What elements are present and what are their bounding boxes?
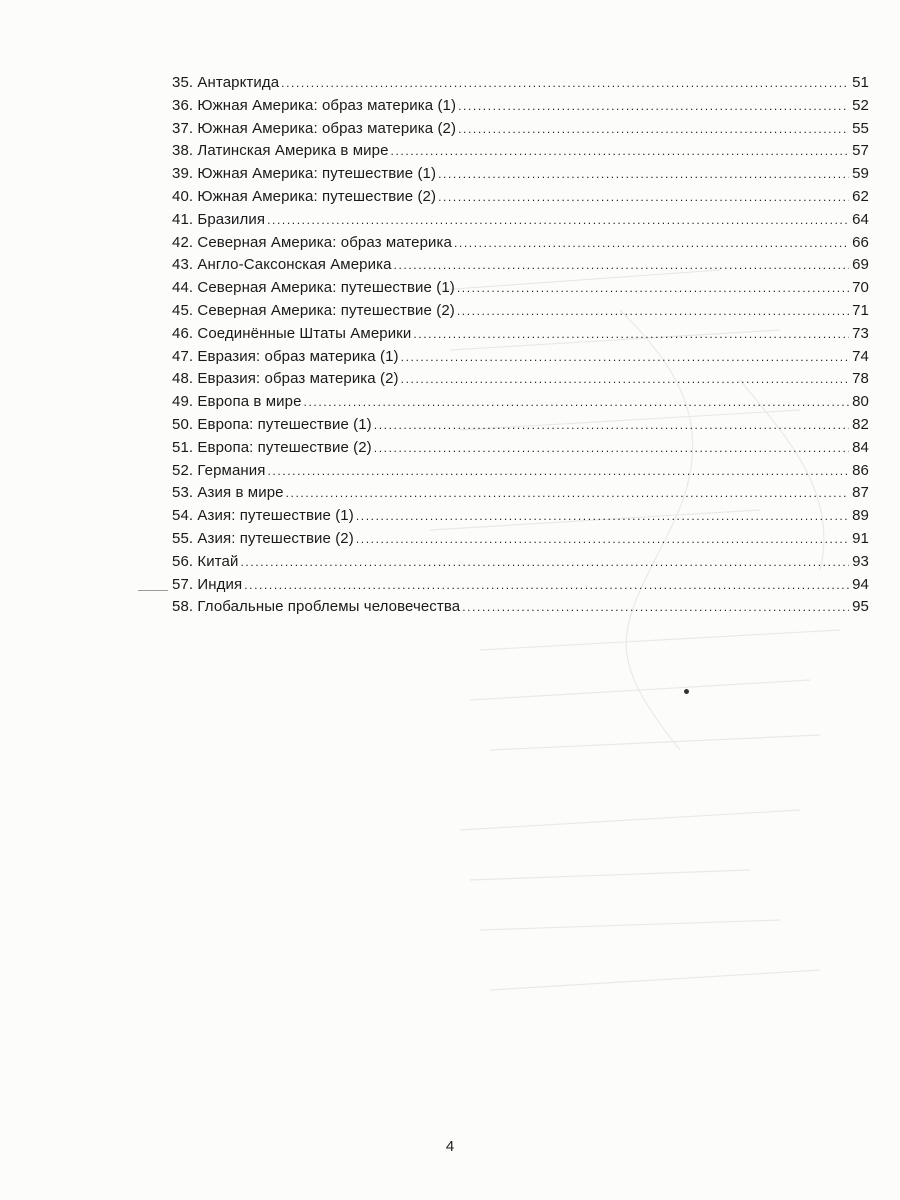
table-of-contents [172, 72, 869, 619]
toc-dot-leader [286, 482, 849, 505]
toc-entry-page: 78 [852, 370, 869, 388]
toc-entry-title: Европа: путешествие (1) [197, 415, 372, 433]
toc-entry [172, 277, 869, 300]
toc-entry [172, 209, 869, 232]
toc-entry [172, 460, 869, 483]
toc-dot-leader [244, 574, 849, 597]
toc-entry-title: Северная Америка: путешествие (2) [197, 301, 455, 319]
toc-entry-page: 89 [852, 507, 869, 525]
toc-dot-leader [374, 414, 849, 437]
toc-entry [172, 574, 869, 597]
toc-dot-leader [457, 277, 849, 300]
toc-entry-number: 47. [172, 347, 198, 365]
toc-entry [172, 163, 869, 186]
toc-entry-number: 58. [172, 598, 198, 616]
toc-entry-number: 42. [172, 233, 198, 251]
toc-entry-title: Глобальные проблемы человечества [197, 598, 461, 616]
toc-entry-page: 51 [852, 74, 869, 91]
toc-entry-number: 51. [172, 438, 198, 456]
toc-entry-page: 69 [852, 256, 869, 274]
toc-dot-leader [267, 209, 849, 232]
toc-dot-leader [304, 391, 849, 414]
toc-entry-title: Южная Америка: путешествие (2) [197, 187, 437, 205]
toc-entry-number: 43. [172, 256, 198, 274]
toc-dot-leader [267, 460, 849, 483]
toc-entry [172, 346, 869, 369]
toc-entry-number: 53. [172, 484, 198, 502]
toc-entry-number: 35. [172, 74, 198, 91]
toc-entry [172, 72, 869, 95]
toc-entry-page: 84 [852, 438, 869, 456]
toc-entry-number: 39. [172, 165, 198, 183]
toc-entry-title: Европа в мире [197, 393, 302, 411]
toc-entry-page: 93 [852, 552, 869, 570]
toc-dot-leader [438, 163, 849, 186]
toc-dot-leader [356, 505, 849, 528]
toc-entry-title: Южная Америка: образ материка (1) [197, 96, 457, 114]
toc-entry-title: Китай [197, 552, 239, 570]
toc-entry-title: Евразия: образ материка (1) [197, 347, 399, 365]
toc-entry-number: 50. [172, 415, 198, 433]
toc-entry [172, 414, 869, 437]
toc-entry [172, 528, 869, 551]
toc-entry [172, 368, 869, 391]
toc-entry-page: 91 [852, 529, 869, 547]
toc-entry-page: 66 [852, 233, 869, 251]
toc-entry [172, 95, 869, 118]
toc-entry-page: 64 [852, 210, 869, 228]
toc-entry-page: 57 [852, 142, 869, 160]
toc-entry-number: 52. [172, 461, 198, 479]
toc-entry [172, 391, 869, 414]
toc-entry [172, 596, 869, 619]
toc-entry-title: Евразия: образ материка (2) [197, 370, 399, 388]
toc-entry-number: 57. [172, 575, 198, 593]
toc-entry-number: 46. [172, 324, 198, 342]
toc-dot-leader [462, 596, 849, 619]
page-number: 4 [445, 1138, 455, 1155]
toc-entry [172, 254, 869, 277]
toc-entry-title: Индия [197, 575, 243, 593]
toc-entry [172, 300, 869, 323]
toc-entry-number: 40. [172, 187, 198, 205]
toc-entry-page: 95 [852, 598, 869, 616]
toc-dot-leader [281, 72, 849, 95]
toc-dot-leader [401, 346, 849, 369]
toc-entry-number: 45. [172, 301, 198, 319]
toc-dot-leader [413, 323, 849, 346]
toc-entry-title: Южная Америка: путешествие (1) [197, 165, 437, 183]
toc-entry-number: 49. [172, 393, 198, 411]
toc-dot-leader [454, 232, 849, 255]
toc-dot-leader [356, 528, 849, 551]
toc-dot-leader [458, 118, 849, 141]
toc-entry [172, 505, 869, 528]
toc-entry-page: 86 [852, 461, 869, 479]
toc-entry-page: 55 [852, 119, 869, 137]
toc-entry-page: 71 [852, 301, 869, 319]
toc-dot-leader [401, 368, 849, 391]
toc-entry-number: 55. [172, 529, 198, 547]
toc-dot-leader [458, 95, 849, 118]
toc-entry-page: 94 [852, 575, 869, 593]
toc-entry-page: 52 [852, 96, 869, 114]
toc-dot-leader [394, 254, 849, 277]
toc-entry-title: Азия в мире [197, 484, 284, 502]
print-speck [683, 688, 690, 695]
toc-entry-number: 48. [172, 370, 198, 388]
toc-entry-title: Северная Америка: путешествие (1) [197, 279, 455, 297]
toc-entry-number: 56. [172, 552, 198, 570]
toc-entry [172, 118, 869, 141]
toc-entry-page: 73 [852, 324, 869, 342]
toc-entry-number: 41. [172, 210, 198, 228]
toc-entry-title: Бразилия [197, 210, 266, 228]
toc-entry [172, 437, 869, 460]
toc-dot-leader [457, 300, 849, 323]
toc-entry-title: Северная Америка: образ материка [197, 233, 452, 251]
toc-entry [172, 140, 869, 163]
toc-entry-title: Англо-Саксонская Америка [197, 256, 392, 274]
toc-dot-leader [391, 140, 849, 163]
toc-entry-number: 44. [172, 279, 198, 297]
toc-entry-page: 87 [852, 484, 869, 502]
toc-entry-title: Южная Америка: образ материка (2) [197, 119, 457, 137]
toc-dot-leader [374, 437, 849, 460]
toc-dot-leader [240, 551, 849, 574]
toc-entry-number: 36. [172, 96, 198, 114]
margin-mark [138, 590, 168, 591]
toc-entry-title: Европа: путешествие (2) [197, 438, 372, 456]
toc-entry-number: 37. [172, 119, 198, 137]
toc-entry [172, 482, 869, 505]
toc-entry-page: 74 [852, 347, 869, 365]
toc-entry-title: Азия: путешествие (1) [197, 507, 354, 525]
toc-entry-title: Антарктида [197, 74, 280, 91]
toc-entry-page: 80 [852, 393, 869, 411]
toc-entry [172, 323, 869, 346]
toc-entry-number: 54. [172, 507, 198, 525]
toc-entry [172, 232, 869, 255]
toc-dot-leader [438, 186, 849, 209]
toc-entry-title: Соединённые Штаты Америки [197, 324, 412, 342]
toc-entry [172, 186, 869, 209]
toc-entry-title: Латинская Америка в мире [197, 142, 389, 160]
toc-entry-page: 82 [852, 415, 869, 433]
toc-entry-page: 70 [852, 279, 869, 297]
toc-entry-number: 38. [172, 142, 198, 160]
toc-entry-title: Германия [197, 461, 266, 479]
toc-entry-page: 62 [852, 187, 869, 205]
toc-entry-page: 59 [852, 165, 869, 183]
toc-entry-title: Азия: путешествие (2) [197, 529, 354, 547]
toc-entry [172, 551, 869, 574]
